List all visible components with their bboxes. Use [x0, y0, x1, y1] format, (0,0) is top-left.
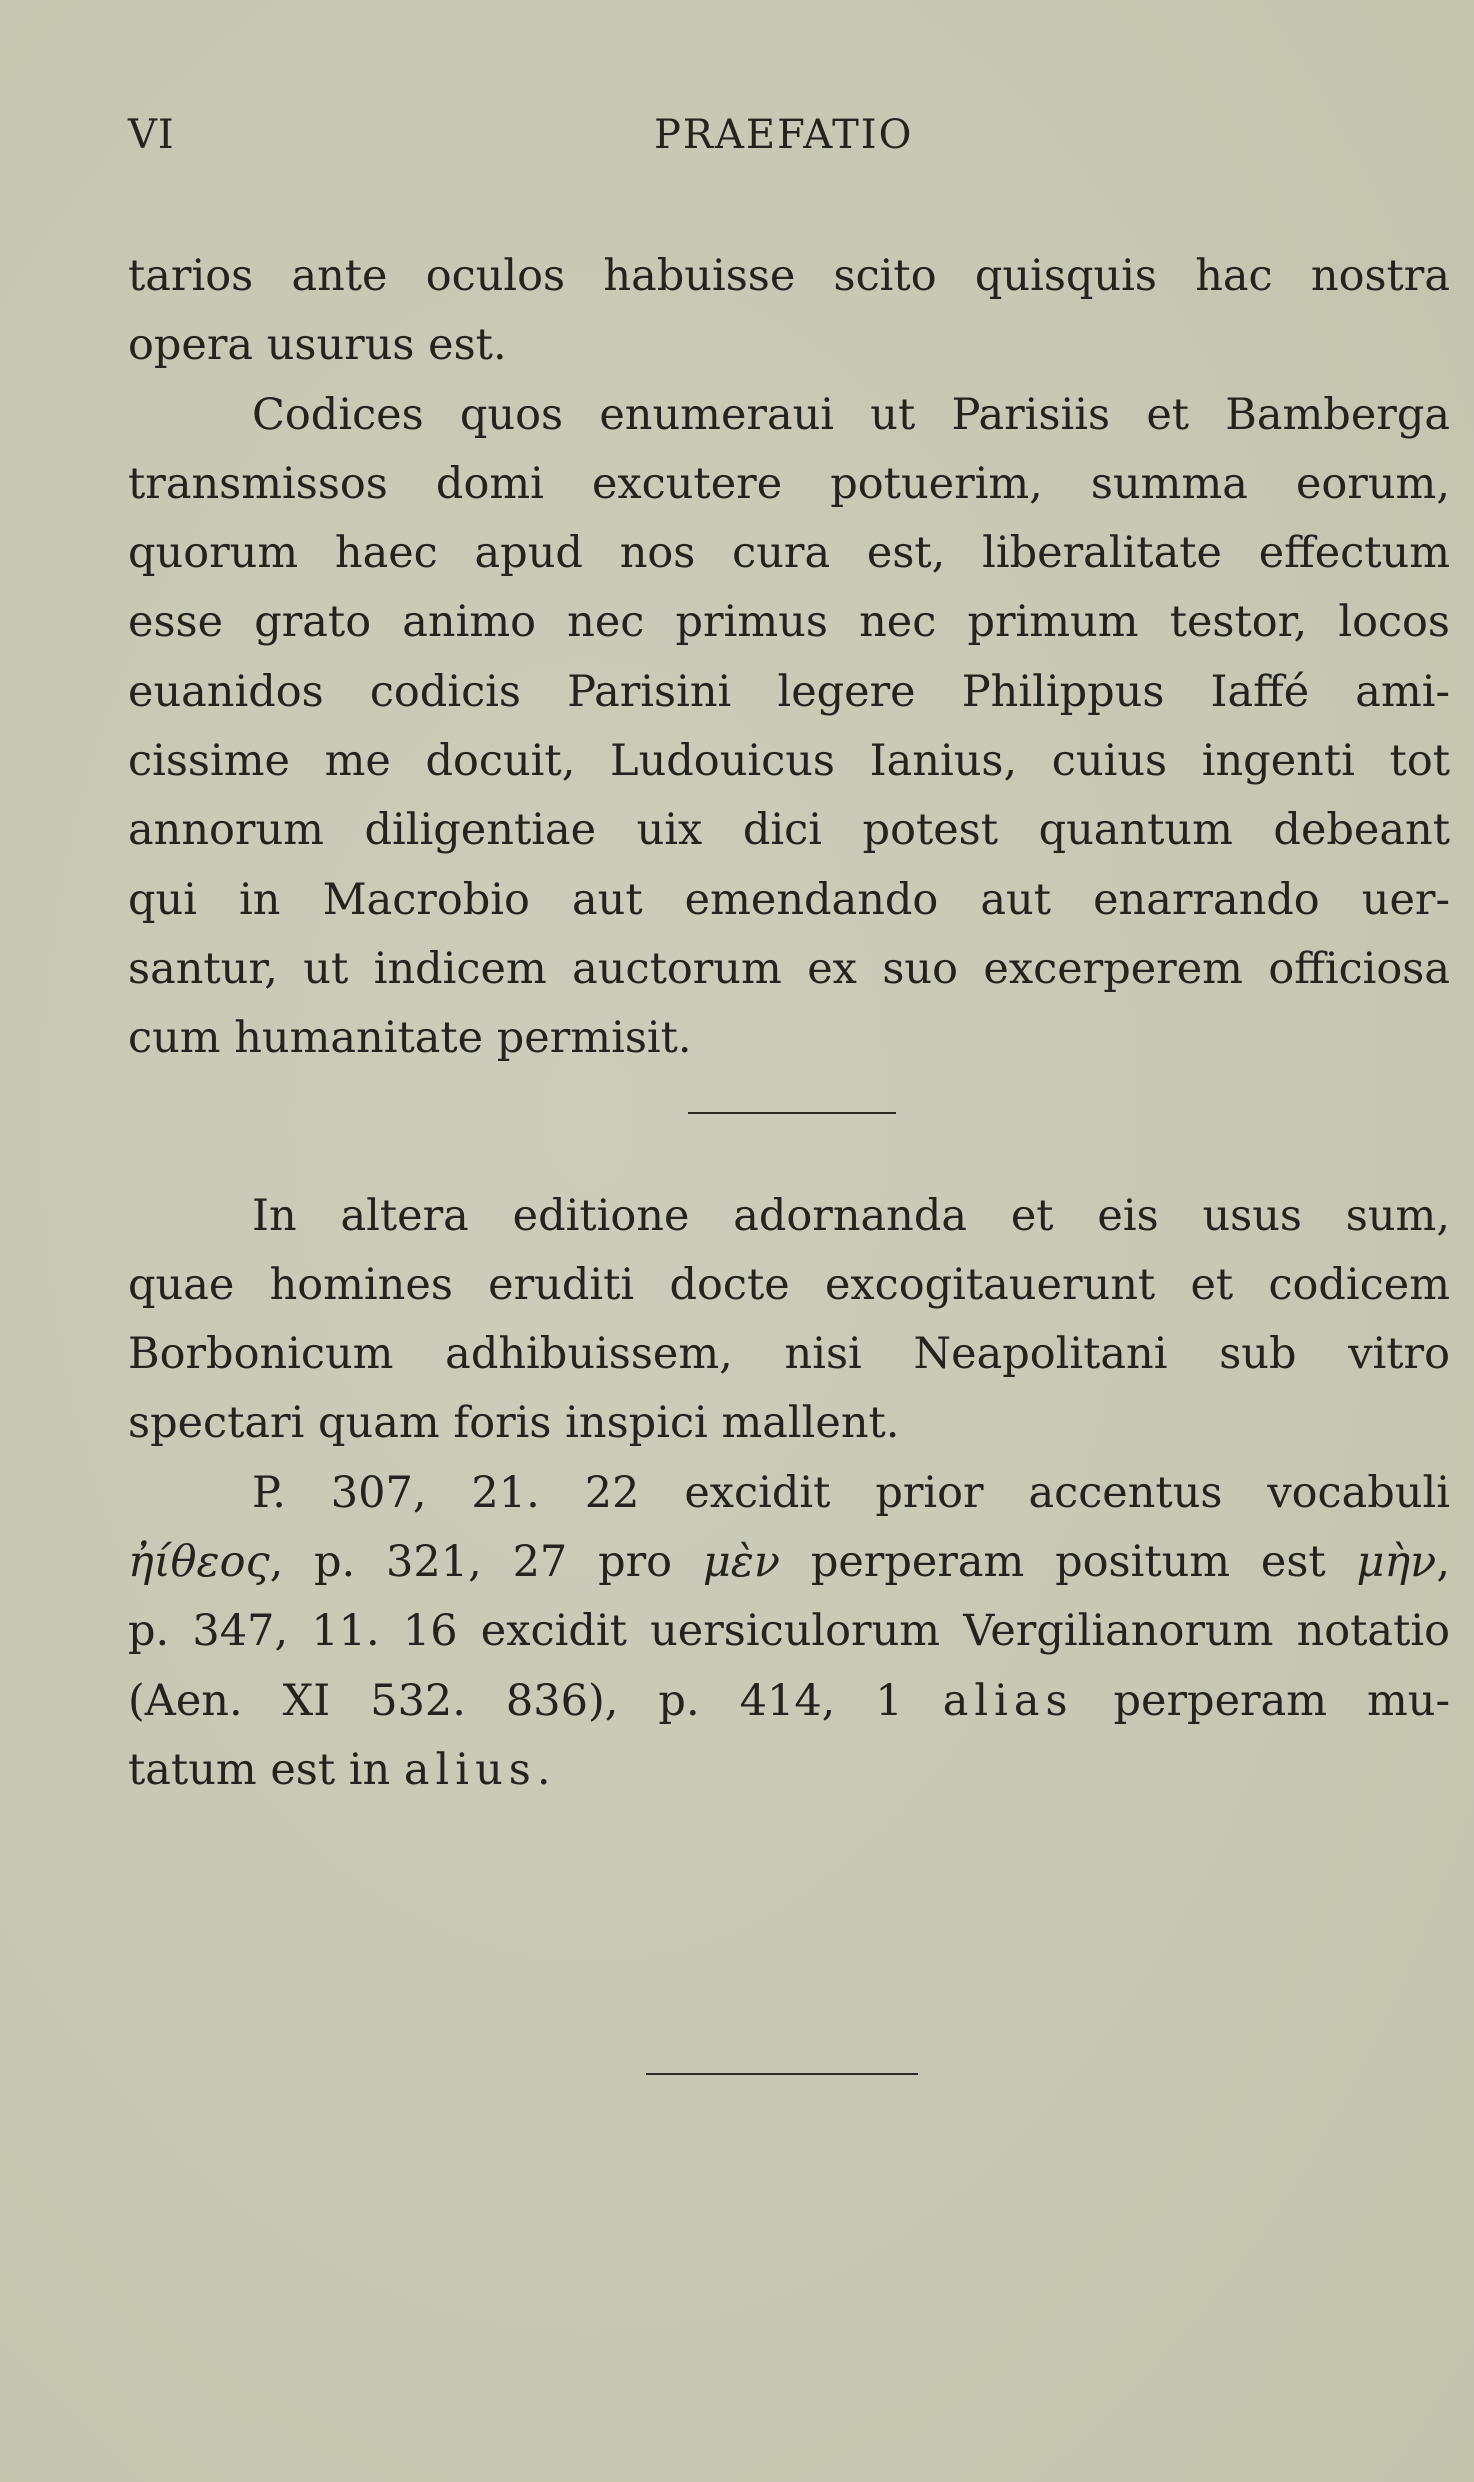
- text-line: spectari quam foris inspici mallent.: [128, 1398, 900, 1449]
- text-line: santur, ut indicem auctorum ex suo excerperem officiosa: [128, 943, 1450, 994]
- text-line: quorum haec apud nos cura est, liberalitate effectum: [128, 528, 1450, 579]
- text-line: annorum diligentiae uix dici potest quantum debeant: [128, 805, 1450, 856]
- text-line: In altera editione adornanda et eis usus sum,: [252, 1190, 1450, 1241]
- text-line: cissime me docuit, Ludouicus Ianius, cuius ingenti tot: [128, 736, 1450, 787]
- text-fragment: perperam positum est: [780, 1537, 1357, 1588]
- text-line: transmissos domi excutere potuerim, summa eorum,: [128, 458, 1450, 509]
- text-line: [128, 1667, 1450, 1736]
- book-page: [128, 112, 1450, 2075]
- greek-word: μὴν: [1356, 1537, 1437, 1588]
- greek-word: ἠίθεος: [128, 1537, 270, 1588]
- text-line: cum humanitate permisit.: [128, 1013, 692, 1064]
- text-line: [128, 1736, 1450, 1805]
- paragraph-1: [128, 242, 1450, 381]
- spaced-word: alius: [403, 1744, 537, 1795]
- paragraph-3: [128, 1182, 1450, 1459]
- text-line: quae homines eruditi docte excogitauerunt et codicem: [128, 1259, 1450, 1310]
- text-fragment: (Aen. XI 532. 836), p. 414, 1: [128, 1675, 943, 1726]
- end-divider: [646, 2073, 918, 2075]
- text-line: tarios ante oculos habuisse scito quisquis hac nostra: [128, 251, 1450, 301]
- text-line: Codices quos enumeraui ut Parisiis et Bamberga: [252, 389, 1450, 440]
- text-line: esse grato animo nec primus nec primum testor, locos: [128, 597, 1450, 648]
- body-text: [128, 242, 1450, 2075]
- paragraph-4: [128, 1459, 1450, 1805]
- text-line: p. 347, 11. 16 excidit uersiculorum Vergilianorum notatio: [128, 1606, 1450, 1657]
- paragraph-2: [128, 381, 1450, 1074]
- text-line: qui in Macrobio aut emendando aut enarrando uer-: [128, 874, 1450, 925]
- text-fragment: perperam mu-: [1073, 1675, 1450, 1726]
- text-fragment: tatum est in: [128, 1744, 404, 1795]
- text-fragment: ,: [1436, 1537, 1450, 1588]
- text-line: opera usurus est.: [128, 320, 507, 371]
- text-line: P. 307, 21. 22 excidit prior accentus vocabuli: [252, 1467, 1450, 1518]
- text-fragment: , p. 321, 27 pro: [269, 1537, 703, 1588]
- text-fragment: .: [536, 1744, 551, 1795]
- text-line: Borbonicum adhibuissem, nisi Neapolitani sub vitro: [128, 1329, 1450, 1380]
- running-title: PRAEFATIO: [654, 112, 914, 158]
- page-header: [128, 112, 1450, 168]
- greek-word: μὲν: [702, 1537, 781, 1588]
- text-line: [128, 1528, 1450, 1597]
- section-divider: [688, 1112, 896, 1114]
- spaced-word: alias: [942, 1675, 1074, 1726]
- page-number: VI: [128, 112, 175, 158]
- text-line: euanidos codicis Parisini legere Philippus Iaffé ami-: [128, 666, 1450, 717]
